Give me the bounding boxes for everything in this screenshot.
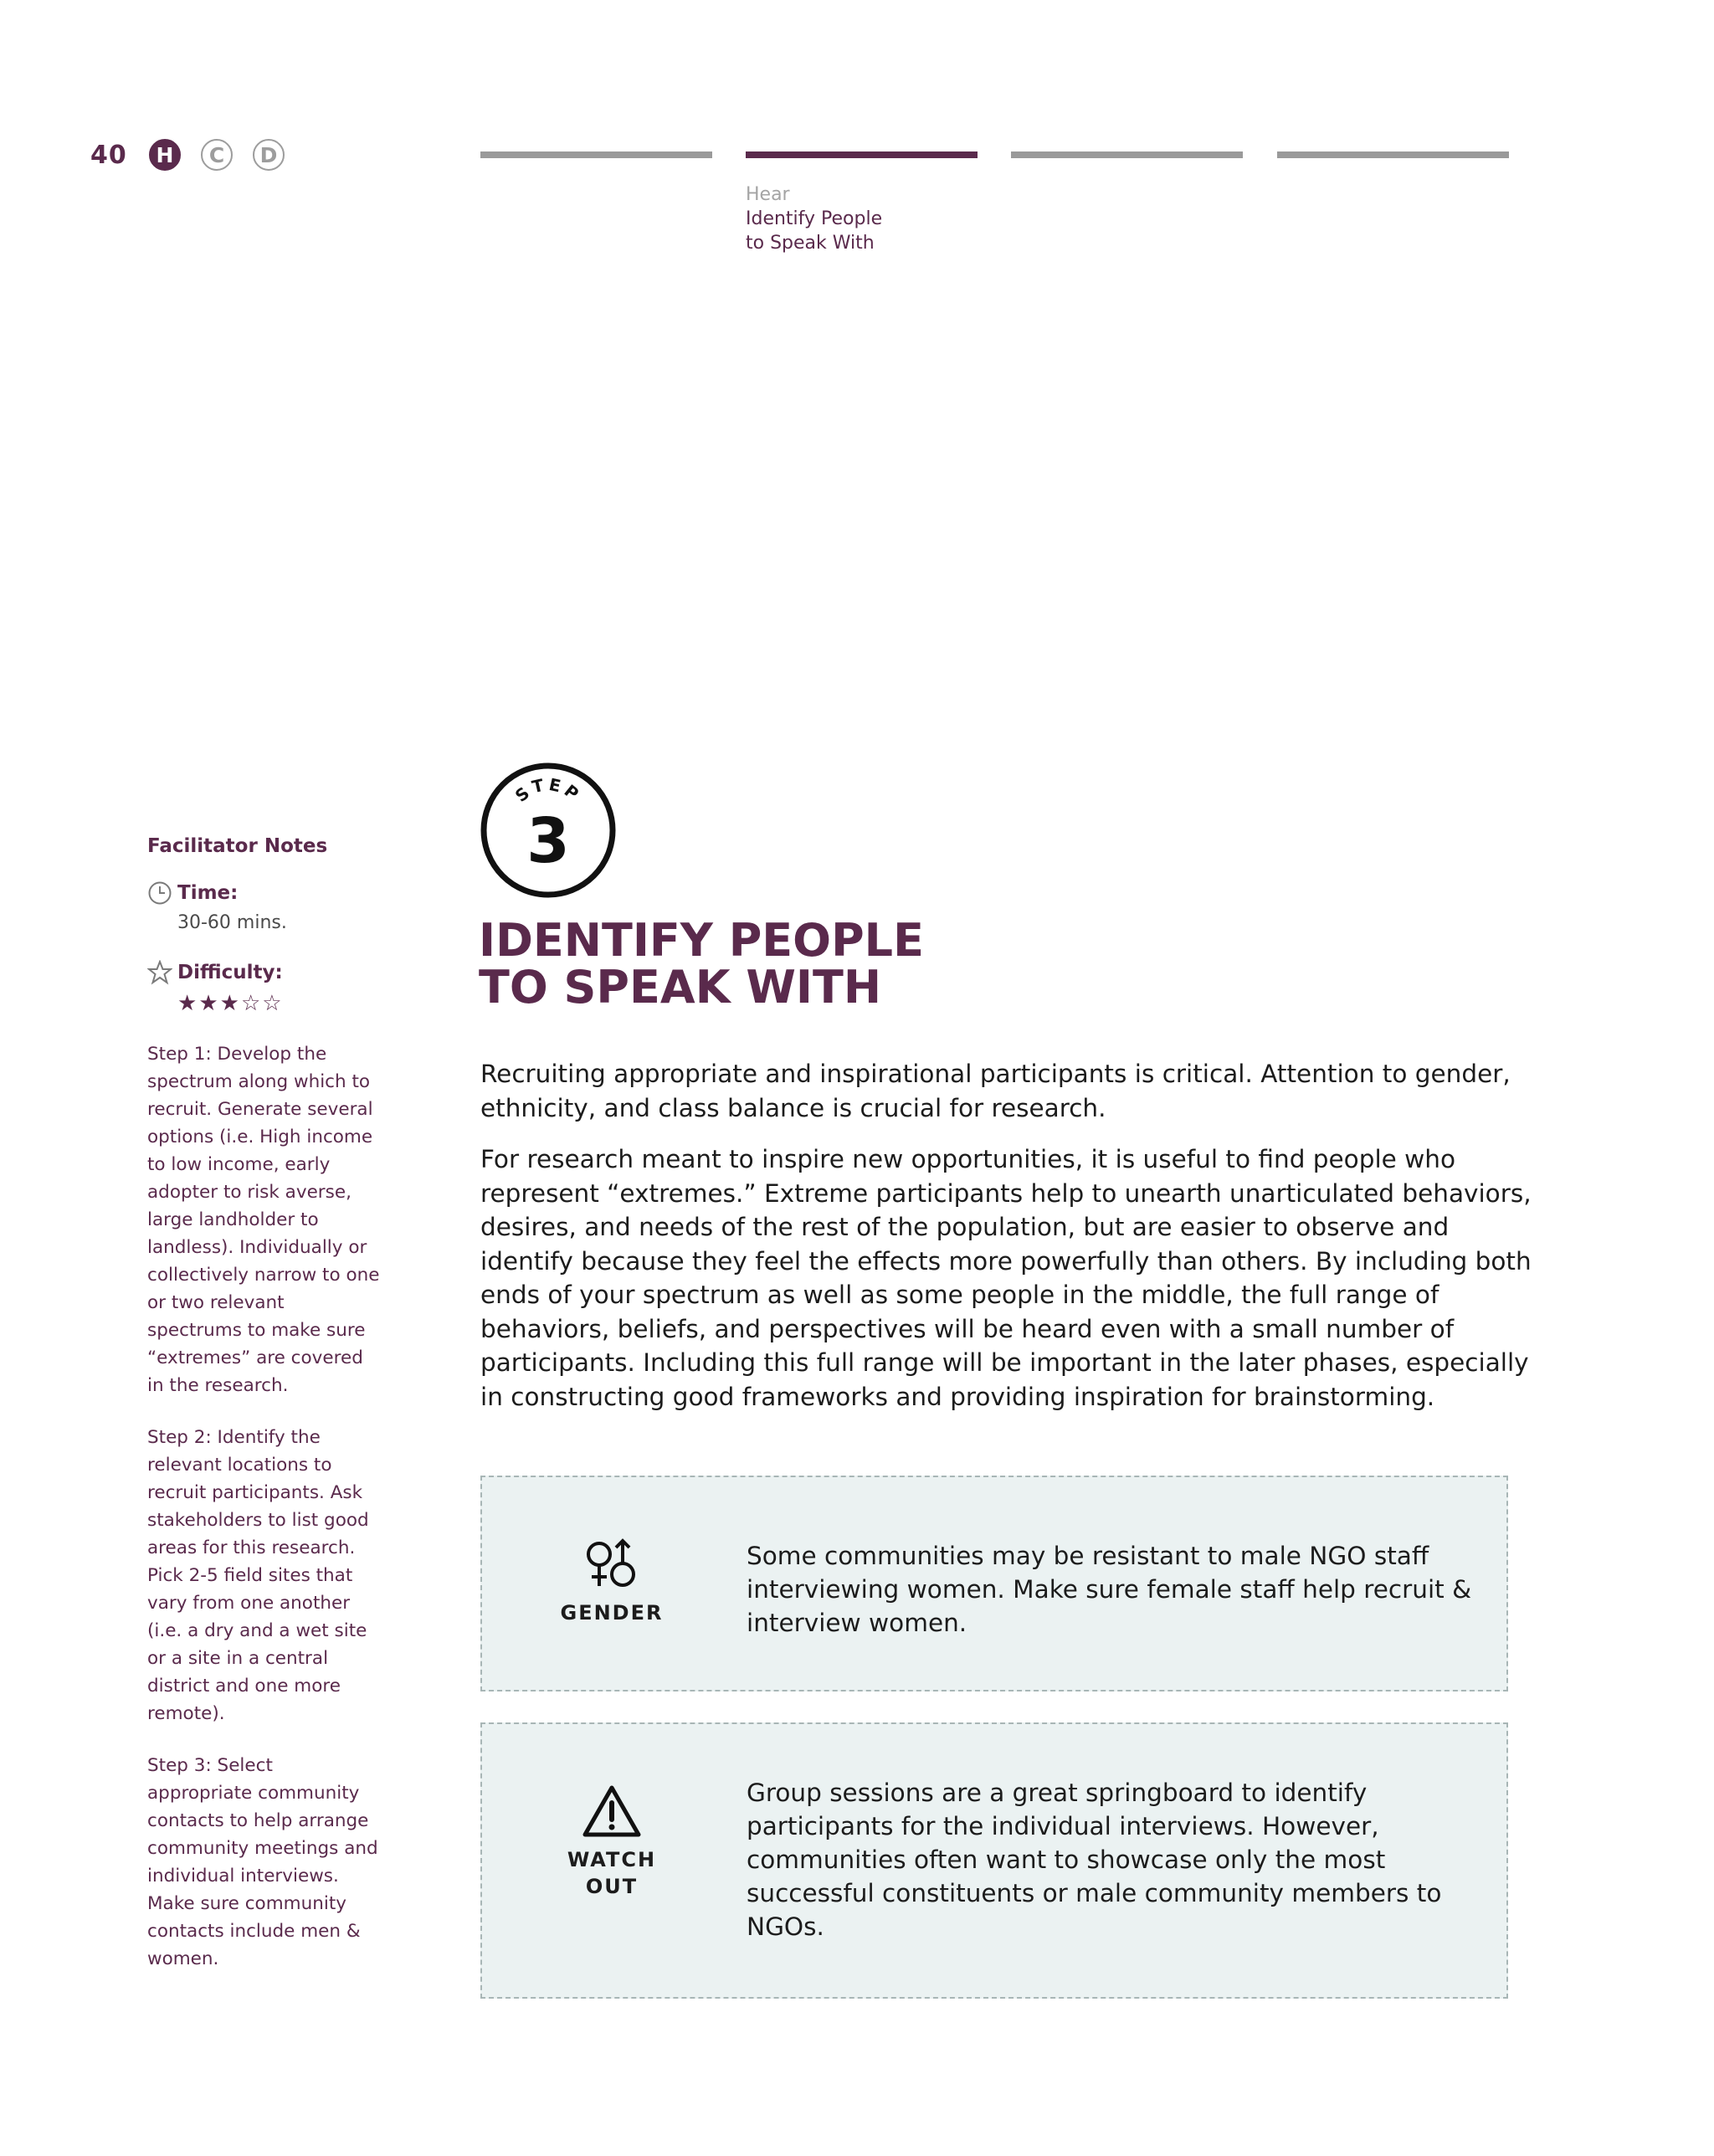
progress-segment-4 <box>1277 151 1509 158</box>
star-empty-icon: ☆ <box>240 991 263 1016</box>
time-value: 30-60 mins. <box>177 912 287 933</box>
gender-callout <box>480 1476 1508 1691</box>
star-filled-icon: ★ <box>219 991 241 1016</box>
progress-segment-1 <box>480 151 712 158</box>
note-step-2: Step 2: Identify the relevant locations to recruit participants. Ask stakeholders to list good areas for this research. Pick 2-5 field sites that vary from one another (i.e. a dry and a wet site or a site in a central district and one more remote). <box>147 1427 369 1724</box>
watch-out-callout-text: Group sessions are a great springboard to identify participants for the individual interviews. However, communities often want to showcase only the most successful constituents or male community members to NGOs. <box>747 1779 1442 1941</box>
phase-h-indicator: H <box>149 139 181 171</box>
warning-icon <box>582 1784 642 1838</box>
step-badge-number: 3 <box>526 805 570 877</box>
watch-out-label-line2: OUT <box>585 1875 639 1898</box>
body-paragraph-1: Recruiting appropriate and inspirational participants is critical. Attention to gender, ethnicity, and class balance is crucial for research. <box>480 1060 1511 1122</box>
progress-phase-label: Hear <box>746 184 790 205</box>
phase-d-indicator: D <box>253 139 285 171</box>
facilitator-notes-steps <box>147 1040 382 1973</box>
note-step-3: Step 3: Select appropriate community contacts to help arrange community meetings and individual interviews. Make sure community contacts include men & women. <box>147 1755 378 1969</box>
body-text <box>480 1057 1535 1431</box>
clock-icon <box>147 880 172 906</box>
facilitator-notes-sidebar <box>147 835 398 1997</box>
watch-out-label-line1: WATCH <box>567 1848 657 1871</box>
time-row <box>147 882 398 933</box>
step-badge-icon <box>480 762 617 899</box>
progress-step-label-line1: Identify People <box>746 208 883 229</box>
progress-segment-2-active <box>746 151 978 158</box>
progress-step-label-line2: to Speak With <box>746 233 875 254</box>
star-empty-icon: ☆ <box>262 991 284 1016</box>
difficulty-label: Difficulty: <box>177 962 283 983</box>
gender-icon <box>582 1537 641 1591</box>
page-title <box>479 914 924 1014</box>
gender-callout-text: Some communities may be resistant to male NGO staff interviewing women. Make sure female staff help recruit & interview women. <box>747 1542 1472 1637</box>
page-number: 40 <box>90 141 127 170</box>
phase-c-indicator: C <box>201 139 233 171</box>
gender-callout-label: GENDER <box>560 1601 664 1625</box>
body-paragraph-2: For research meant to inspire new opportunities, it is useful to find people who represent “extremes.” Extreme participants help to unearth unarticulated behaviors, desires, and needs of the rest of the population, but are easier to observe and identify because they feel the effects more powerfully than others. By including both ends of your spectrum as well as some people in the middle, the full range of behaviors, beliefs, and perspectives will be heard even with a small number of participants. Including this full range will be important in the later phases, especially in constructing good frameworks and providing inspiration for brainstorming. <box>480 1145 1532 1411</box>
facilitator-notes-title: Facilitator Notes <box>147 835 328 857</box>
difficulty-row <box>147 962 398 1015</box>
page-title-line2: TO SPEAK WITH <box>479 961 882 1014</box>
star-outline-icon <box>147 960 172 985</box>
progress-caption <box>746 182 882 255</box>
star-filled-icon: ★ <box>198 991 220 1016</box>
star-filled-icon: ★ <box>177 991 199 1016</box>
page-title-line1: IDENTIFY PEOPLE <box>479 914 924 967</box>
watch-out-callout-icon-group <box>482 1784 742 1900</box>
gender-callout-icon-group <box>482 1537 742 1626</box>
svg-text:STEP <box>511 774 585 806</box>
progress-segment-3 <box>1011 151 1243 158</box>
difficulty-rating <box>177 992 398 1015</box>
note-step-1: Step 1: Develop the spectrum along which to recruit. Generate several options (i.e. High income to low income, early adopter to risk averse, large landholder to landless). Individually or collectively narrow to one or two relevant spectrums to make sure “extremes” are covered in the research. <box>147 1044 380 1396</box>
watch-out-callout <box>480 1722 1508 1999</box>
time-label: Time: <box>177 882 239 904</box>
step-badge-word: STEP <box>511 773 586 807</box>
